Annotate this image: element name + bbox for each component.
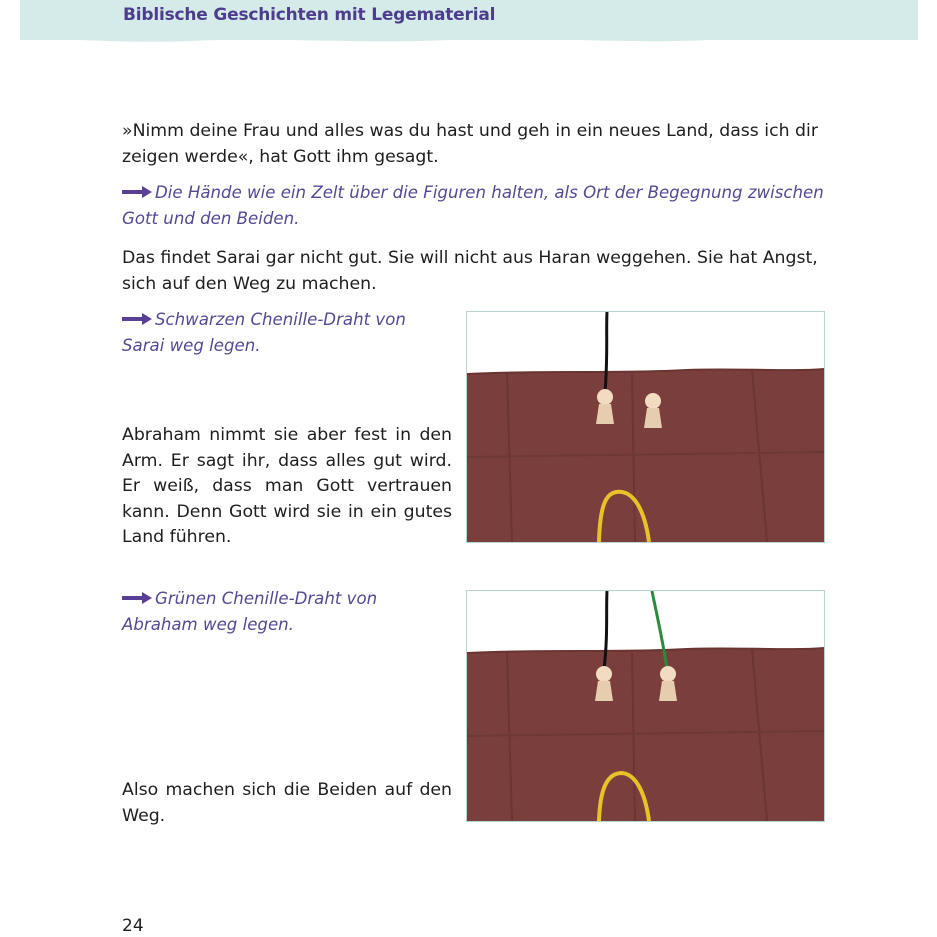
instruction-1-text: Die Hände wie ein Zelt über die Figuren halten, als Ort der Begegnung zwischen Gott und den Beiden. (122, 183, 824, 228)
paragraph-3: Abraham nimmt sie aber fest in den Arm. Er sagt ihr, dass alles gut wird. Er weiß, dass man Gott vertrauen kann. Denn Gott wird sie in ein gutes Land führen. (122, 425, 452, 547)
photo-figures-black-wire (466, 311, 825, 543)
paragraph-1: »Nimm deine Frau und alles was du hast und geh in ein neues Land, dass ich dir zeigen werde«, hat Gott ihm gesagt. (122, 121, 818, 167)
arrow-right-icon (122, 312, 152, 326)
arrow-right-icon (122, 185, 152, 199)
instruction-1 (122, 180, 826, 231)
page-number: 24 (122, 916, 144, 936)
instruction-3-text: Grünen Chenille-Draht von Abraham weg legen. (122, 589, 378, 634)
paragraph-2: Das findet Sarai gar nicht gut. Sie will nicht aus Haran weggehen. Sie hat Angst, sich auf den Weg zu machen. (122, 248, 818, 294)
arrow-right-icon (122, 591, 152, 605)
instruction-2 (122, 307, 452, 358)
instruction-3 (122, 586, 452, 637)
header-title: Biblische Geschichten mit Legematerial (123, 5, 496, 25)
photo-figures-black-green-wire (466, 590, 825, 822)
instruction-2-text: Schwarzen Chenille-Draht von Sarai weg legen. (122, 310, 406, 355)
header-band (20, 0, 918, 40)
paragraph-4: Also machen sich die Beiden auf den Weg. (122, 780, 452, 826)
